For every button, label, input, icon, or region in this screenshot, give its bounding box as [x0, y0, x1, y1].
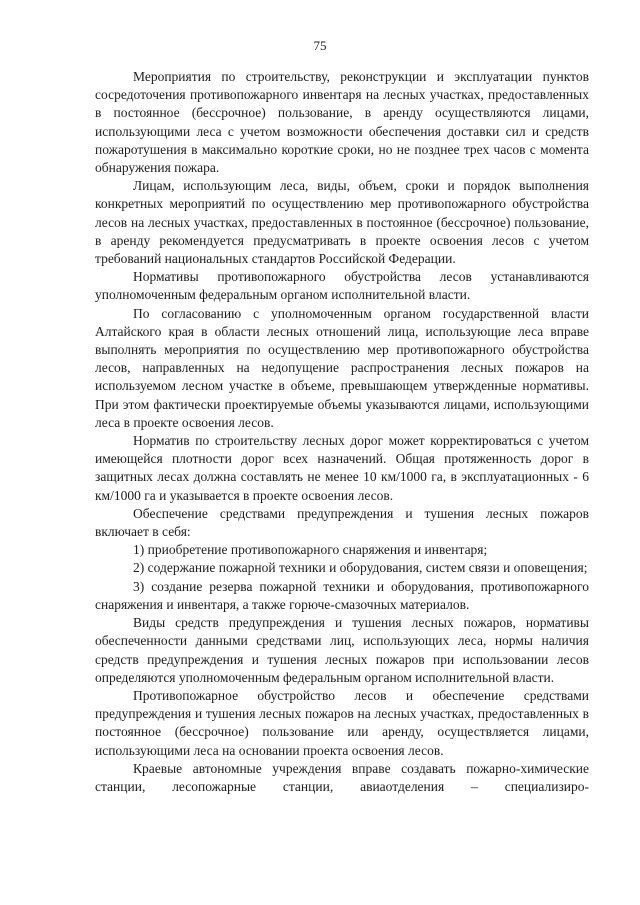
paragraph-fire-prevention-arrangement: Противопожарное обустройство лесов и обеспечение средствами предупреждения и тушения лесных пожаров на лесных участках, предоставленных в постоянное (бессрочное) пользование или аренду, осуществляется лицами, использующими леса на основании проекта освоения лесов.: [95, 687, 589, 758]
paragraph-norms-established: Нормативы противопожарного обустройства лесов устанавливаются уполномоченным федеральным органом исполнительной власти.: [95, 269, 589, 303]
paragraph-provision-includes: Обеспечение средствами предупреждения и тушения лесных пожаров включает в себя:: [95, 505, 589, 540]
list-item-1: 1) приобретение противопожарного снаряжения и инвентаря;: [133, 542, 488, 558]
paragraph-regional-institutions: Краевые автономные учреждения вправе создавать пожарно-химические станции, лесопожарные станции, авиаотделения – специализиро-: [95, 760, 589, 794]
list-item-3: 3) создание резерва пожарной техники и оборудования, противопожарного снаряжения и инвентаря, а также горюче-смазочных материалов.: [95, 578, 589, 612]
paragraph-road-norms: Норматив по строительству лесных дорог может корректироваться с учетом имеющейся плотности дорог всех назначений. Общая протяженность дорог в защитных лесах должна составлять не менее 10 км/1000 га, в эксплуатационных - 6 км/1000 га и указывается в проекте освоения лесов.: [95, 433, 589, 503]
paragraph-construction-measures: Мероприятия по строительству, реконструкции и эксплуатации пунктов сосредоточения противопожарного инвентаря на лесных участках, предоставленных в постоянное (бессрочное) пользование, в аренду осуществляются лицами, использующими леса с учетом возможности обеспечения доставки сил и средств пожаротушения в максимально короткие сроки, но не позднее трех часов с момента обнаружения пожара.: [95, 69, 589, 176]
page-number: 75: [313, 38, 327, 53]
paragraph-altai-agreement: По согласованию с уполномоченным органом государственной власти Алтайского края в области лесных отношений лица, использующие леса вправе выполнять мероприятия по осуществлению мер противопожарного обустройства лесов, направленных на недопущение распространения лесных пожаров на используемом лесном участке в объеме, превышающем утвержденные нормативы. При этом фактически проектируемые объемы указываются лицами, использующими леса в проекте освоения лесов.: [95, 305, 589, 430]
document-body: [95, 68, 589, 796]
paragraph-persons-using-forests: Лицам, использующим леса, виды, объем, сроки и порядок выполнения конкретных мероприятий по осуществлению мер противопожарного обустройства лесов на лесных участках, предоставленных в постоянное (бессрочное) пользование, в аренду рекомендуется предусматривать в проекте освоения лесов с учетом требований национальных стандартов Российской Федерации.: [95, 178, 589, 267]
paragraph-types-of-means: Виды средств предупреждения и тушения лесных пожаров, нормативы обеспеченности данными средствами лиц, использующих леса, нормы наличия средств предупреждения и тушения лесных пожаров при использовании лесов определяются уполномоченным федеральным органом исполнительной власти.: [95, 615, 589, 685]
list-item-2: 2) содержание пожарной техники и оборудования, систем связи и оповещения;: [133, 560, 588, 576]
